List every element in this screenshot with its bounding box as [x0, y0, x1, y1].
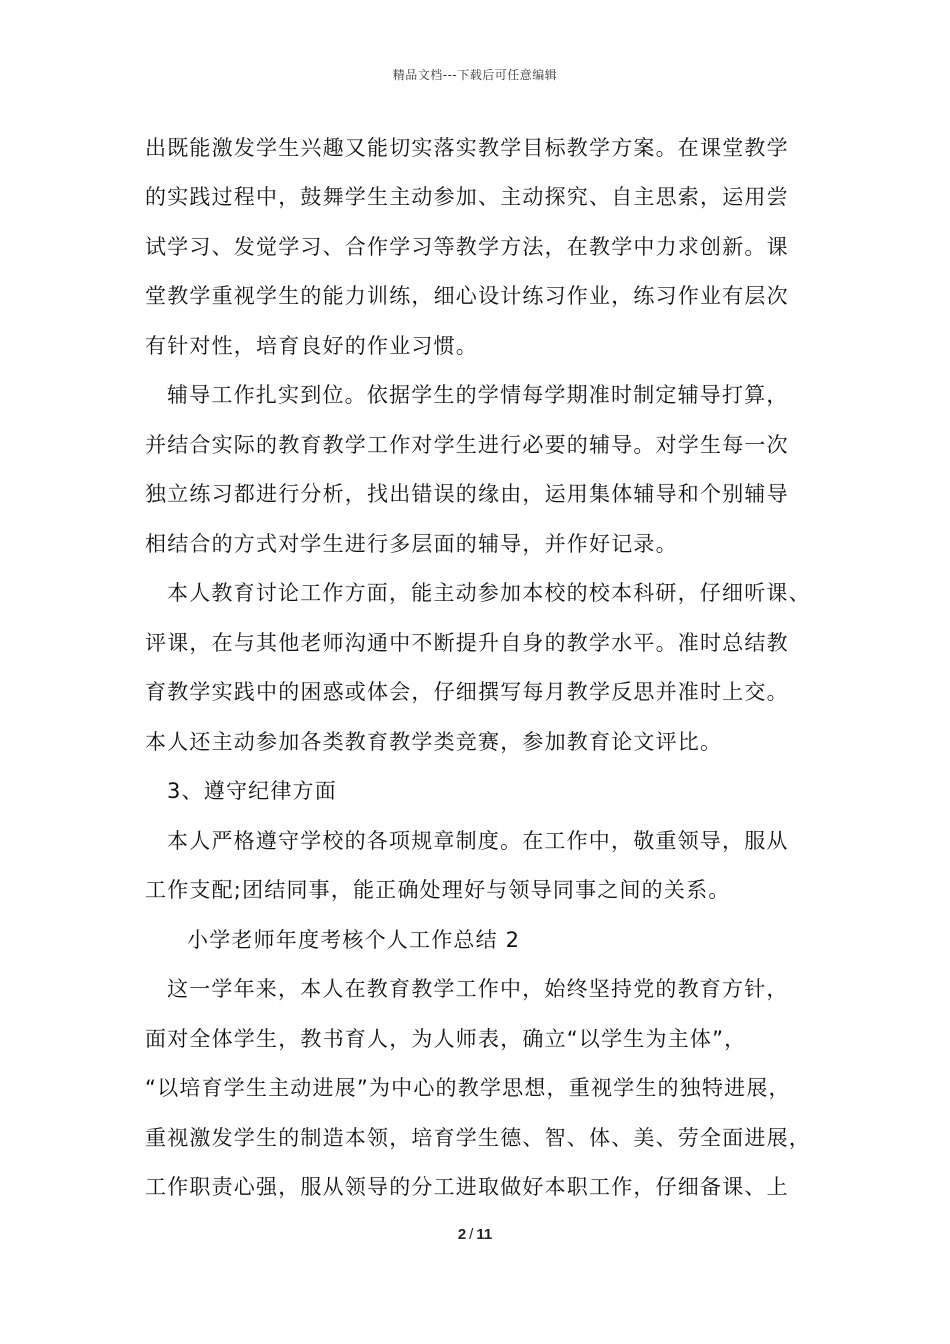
- body-line: 育教学实践中的困惑或体会，仔细撰写每月教学反思并准时上交。: [145, 680, 789, 704]
- body-line: 相结合的方式对学生进行多层面的辅导，并作好记录。: [145, 532, 678, 556]
- body-line: 面对全体学生，教书育人，为人师表，确立“以学生为主体”，: [145, 1027, 747, 1051]
- body-line: “以培育学生主动进展”为中心的教学思想，重视学生的独特进展，: [145, 1076, 791, 1100]
- body-line: 出既能激发学生兴趣又能切实落实教学目标教学方案。在课堂教学: [145, 136, 789, 160]
- body-line: 评课，在与其他老师沟通中不断提升自身的教学水平。准时总结教: [145, 631, 789, 655]
- body-line: 独立练习都进行分析，找出错误的缘由，运用集体辅导和个别辅导: [145, 482, 789, 506]
- body-line: 堂教学重视学生的能力训练，细心设计练习作业，练习作业有层次: [145, 284, 789, 308]
- body-line: 试学习、发觉学习、合作学习等教学方法，在教学中力求创新。课: [145, 235, 789, 259]
- article-title: 小学老师年度考核个人工作总结 2: [187, 928, 521, 952]
- page-number: [0, 1226, 950, 1243]
- paragraph-start-line: 本人严格遵守学校的各项规章制度。在工作中，敬重领导，服从: [167, 829, 789, 853]
- page-header: [0, 66, 950, 83]
- body-line: 的实践过程中，鼓舞学生主动参加、主动探究、自主思索，运用尝: [145, 185, 789, 209]
- current-page: 2: [457, 1226, 467, 1243]
- header-text: 精品文档---下载后可任意编辑: [392, 68, 558, 82]
- section-heading: 3、遵守纪律方面: [167, 779, 337, 803]
- paragraph-start-line: 这一学年来，本人在教育教学工作中，始终坚持党的教育方针，: [167, 977, 789, 1001]
- body-line: 工作支配;团结同事，能正确处理好与领导同事之间的关系。: [145, 878, 731, 902]
- page-separator: /: [469, 1226, 474, 1243]
- paragraph-start-line: 本人教育讨论工作方面，能主动参加本校的校本科研，仔细听课、: [167, 581, 811, 605]
- paragraph-start-line: 辅导工作扎实到位。依据学生的学情每学期准时制定辅导打算，: [167, 383, 789, 407]
- body-line: 工作职责心强，服从领导的分工进取做好本职工作，仔细备课、上: [145, 1175, 789, 1199]
- body-line: 重视激发学生的制造本领，培育学生德、智、体、美、劳全面进展，: [145, 1126, 811, 1150]
- body-line: 本人还主动参加各类教育教学类竞赛，参加教育论文评比。: [145, 730, 723, 754]
- body-line: 并结合实际的教育教学工作对学生进行必要的辅导。对学生每一次: [145, 433, 789, 457]
- body-line: 有针对性，培育良好的作业习惯。: [145, 334, 478, 358]
- total-pages: 11: [476, 1226, 493, 1243]
